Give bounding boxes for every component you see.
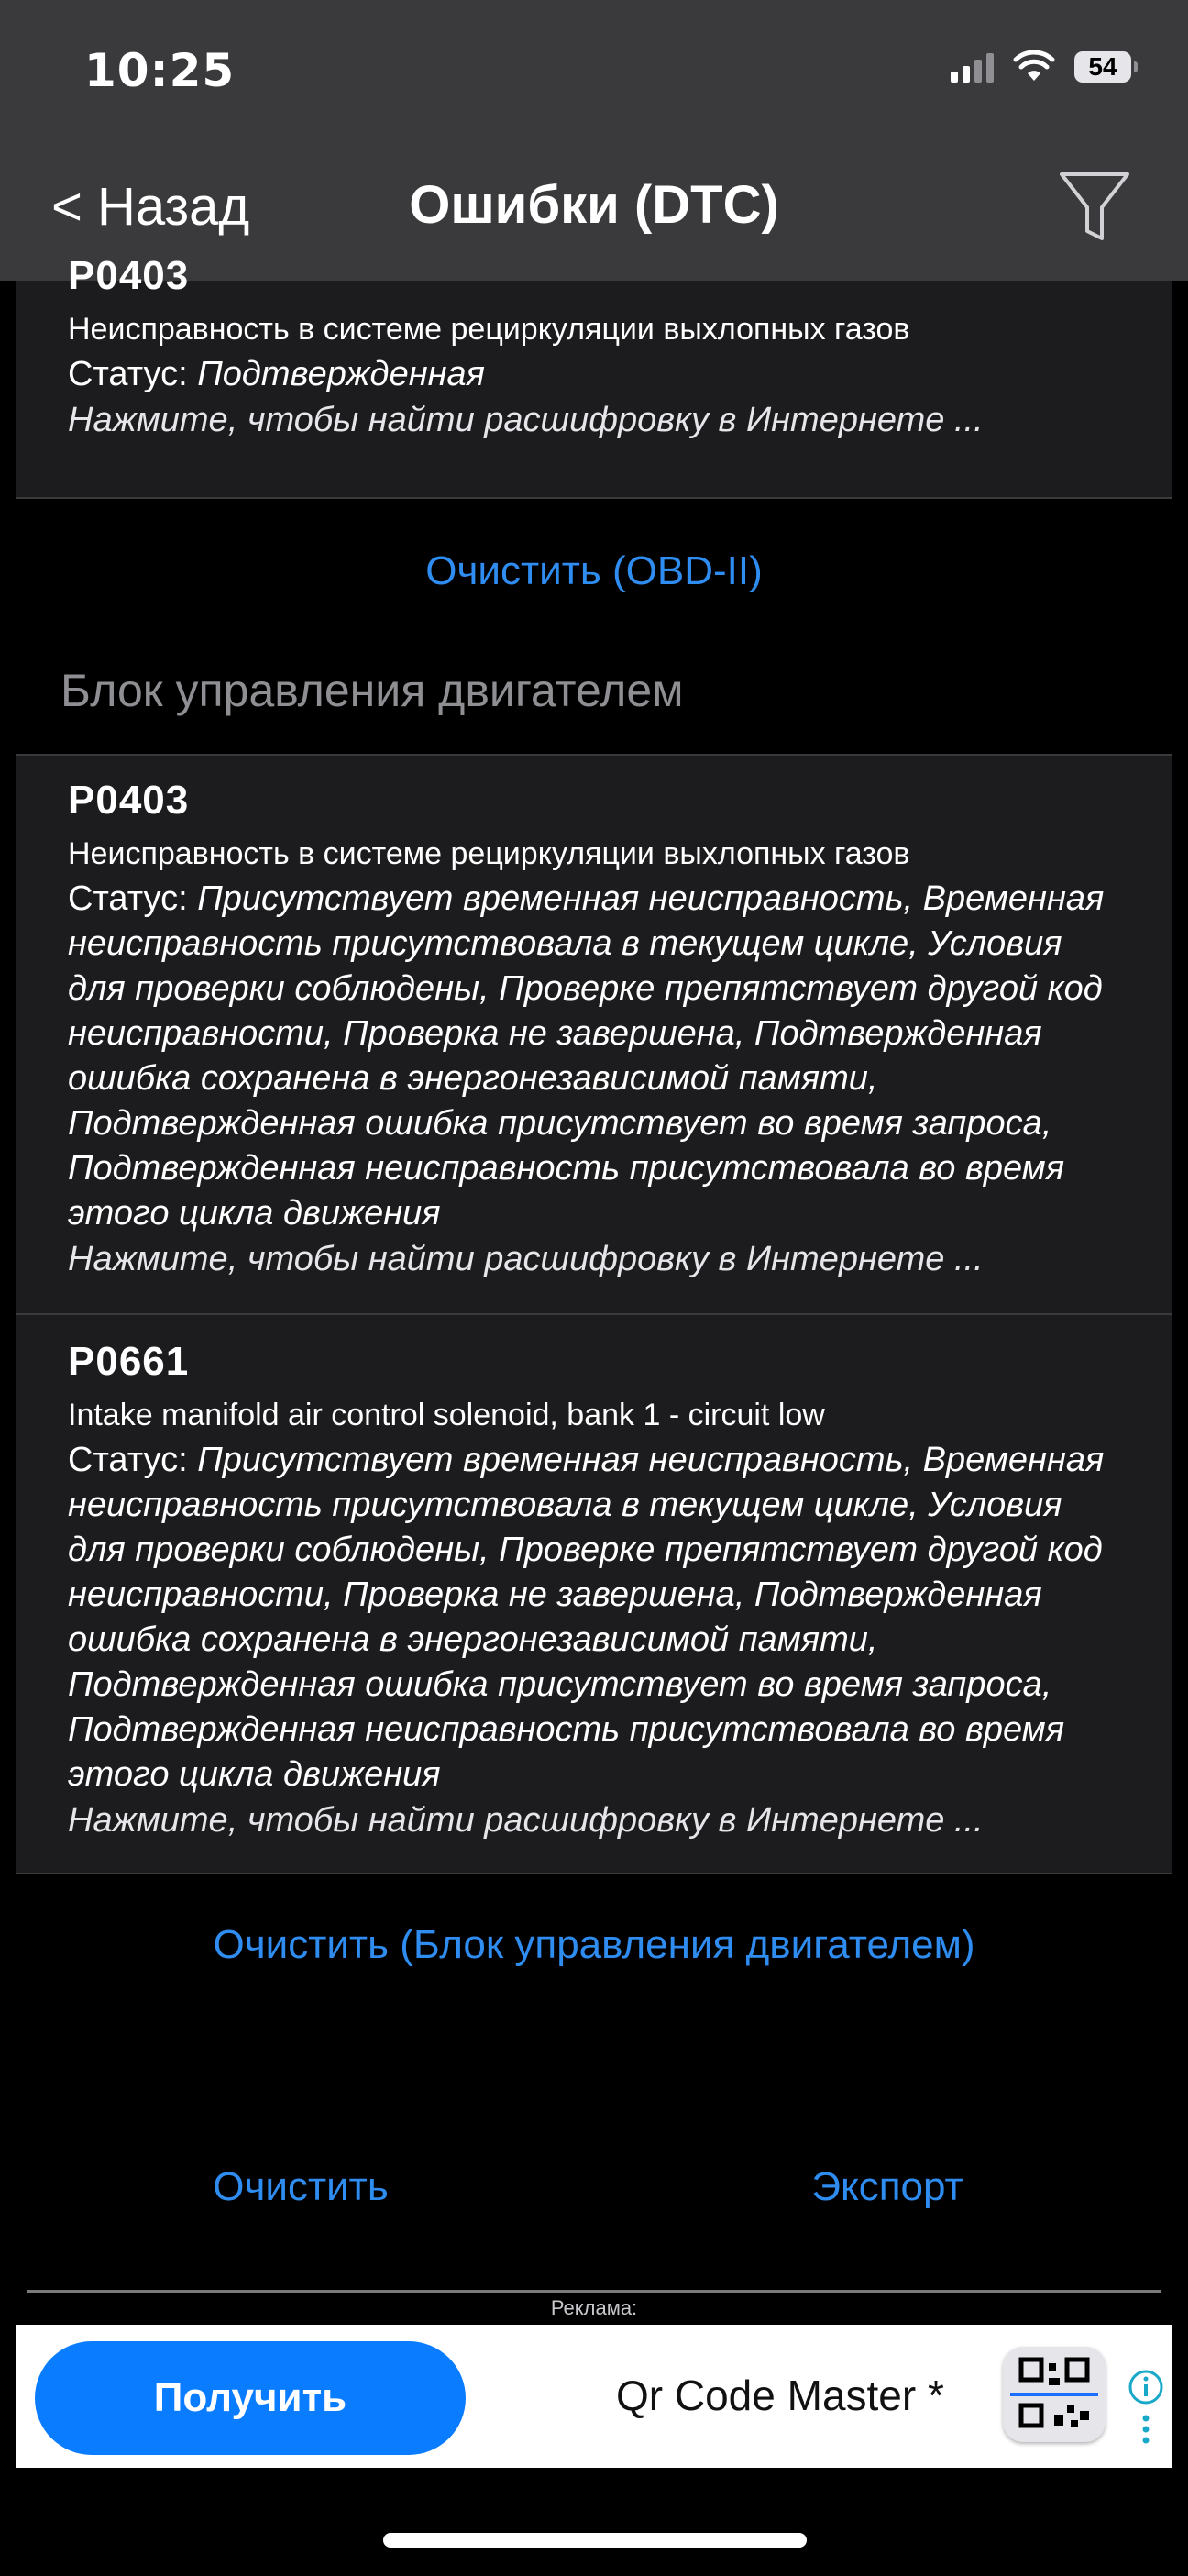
ad-get-button[interactable]: Получить	[35, 2341, 466, 2455]
dtc-status	[68, 877, 1120, 1236]
system-icons	[951, 51, 1131, 83]
page-title: Ошибки (DTC)	[409, 175, 779, 235]
cellular-signal-icon	[951, 51, 994, 83]
clear-obd-button[interactable]: Очистить (OBD-II)	[425, 548, 763, 593]
export-button[interactable]: Экспорт	[811, 2164, 963, 2209]
dtc-card-engine-p0661[interactable]	[16, 1315, 1172, 1873]
filter-icon[interactable]	[1056, 165, 1133, 249]
dtc-description: Неисправность в системе рециркуляции выхлопных газов	[68, 836, 910, 871]
dtc-code: P0403	[68, 778, 190, 823]
dtc-code: P0403	[68, 253, 190, 298]
clear-all-button[interactable]: Очистить	[213, 2164, 389, 2209]
status-label: Статус:	[68, 1441, 188, 1479]
ad-label: Реклама:	[550, 2296, 638, 2319]
back-button[interactable]: < Назад	[51, 177, 250, 237]
dtc-description: Неисправность в системе рециркуляции выхлопных газов	[68, 312, 910, 347]
divider	[16, 497, 1172, 499]
wifi-icon	[1014, 51, 1054, 83]
battery-icon: 54	[1074, 51, 1131, 83]
divider	[16, 1873, 1172, 1874]
status-value: Подтвержденная	[197, 355, 485, 393]
dtc-lookup-hint: Нажмите, чтобы найти расшифровку в Интернете ...	[68, 1801, 984, 1840]
dtc-card-obd-p0403[interactable]	[16, 253, 1172, 497]
status-value: Присутствует временная неисправность, Временная неисправность присутствовала в текущем цикле, Условия для проверки соблюдены, Проверке препятствует другой код неисправности, Проверка не завершена, Подтвержденная ошибка сохранена в энергонезависимой памяти, Подтвержденная ошибка присутствует во время запроса, Подтвержденная неисправность присутствовала во время этого цикла движения	[68, 1441, 1105, 1794]
dtc-lookup-hint: Нажмите, чтобы найти расшифровку в Интернете ...	[68, 1240, 984, 1278]
ad-more-icon[interactable]	[1140, 2413, 1151, 2449]
dtc-code: P0661	[68, 1339, 190, 1384]
dtc-lookup-hint: Нажмите, чтобы найти расшифровку в Интернете ...	[68, 401, 984, 439]
home-indicator[interactable]	[383, 2533, 807, 2548]
dtc-description: Intake manifold air control solenoid, bank 1 - circuit low	[68, 1398, 825, 1432]
ad-app-title: Qr Code Master *	[616, 2371, 944, 2419]
ad-banner[interactable]	[16, 2325, 1172, 2468]
section-header-engine: Блок управления двигателем	[60, 665, 684, 716]
qr-code-app-icon	[1003, 2347, 1106, 2442]
dtc-card-engine-p0403[interactable]	[16, 756, 1172, 1313]
status-value: Присутствует временная неисправность, Временная неисправность присутствовала в текущем цикле, Условия для проверки соблюдены, Проверке препятствует другой код неисправности, Проверка не завершена, Подтвержденная ошибка сохранена в энергонезависимой памяти, Подтвержденная ошибка присутствует во время запроса, Подтвержденная неисправность присутствовала во время этого цикла движения	[68, 879, 1105, 1233]
ad-info-icon[interactable]	[1128, 2369, 1164, 2405]
header-background	[0, 0, 1188, 281]
status-time: 10:25	[84, 44, 236, 97]
dtc-status	[68, 352, 1120, 397]
clear-engine-button[interactable]: Очистить (Блок управления двигателем)	[213, 1922, 975, 1967]
status-label: Статус:	[68, 355, 188, 393]
status-label: Статус:	[68, 879, 188, 918]
ad-divider	[28, 2290, 1160, 2293]
dtc-status	[68, 1438, 1120, 1797]
